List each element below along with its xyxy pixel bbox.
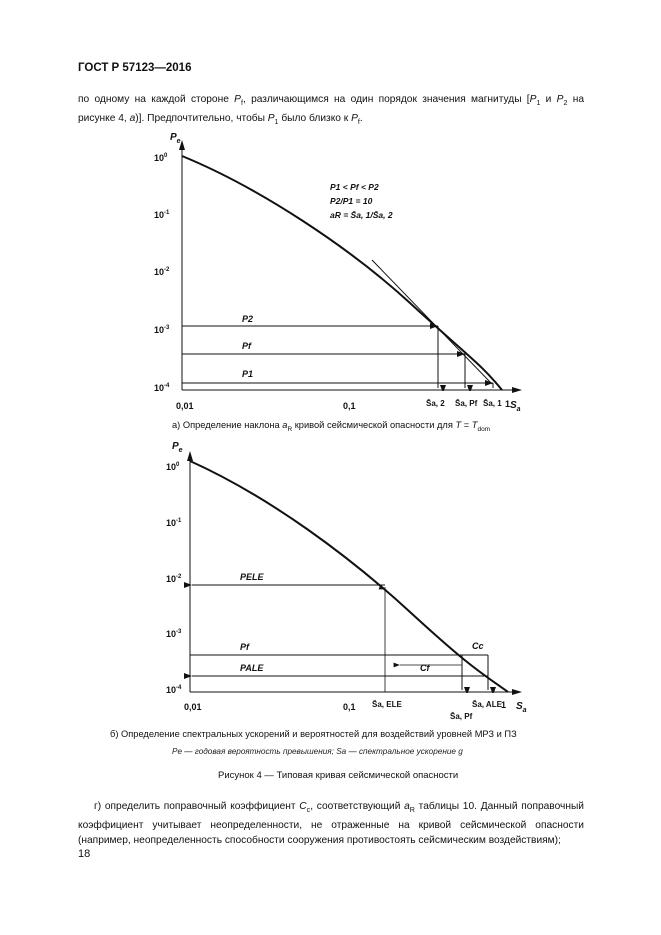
intro-paragraph: по одному на каждой стороне $P_f$, различающимся на один порядок значения магнитуды [$P_1$ и $P_2$ на рисунке 4, а)]. Предпочтительно, чтобы $P_1$ было близко к $P_f$. [78, 94, 584, 127]
annot-1: P1 < Pf < P2 [330, 182, 379, 192]
figure-caption: Рисунок 4 — Типовая кривая сейсмической опасности [218, 770, 459, 781]
x-tick-b-2: 1 [501, 700, 507, 710]
p1-label: P1 [242, 369, 254, 379]
page-number: 18 [78, 848, 91, 860]
y-tick-4: $10^{-4}$ [154, 383, 170, 393]
x-axis-label-b: $S_a$ [516, 701, 527, 714]
y-tick-0: $10^0$ [154, 153, 168, 163]
x-tick-0: 0,01 [176, 401, 194, 411]
x-tick-b-1: 0,1 [343, 702, 356, 712]
saf-label: S̄a, Pf [455, 399, 478, 408]
p2-label: P2 [242, 314, 254, 324]
y-axis-label: $P_e$ [170, 132, 181, 145]
y-tick-2: $10^{-2}$ [154, 267, 170, 277]
annot-2: P2/P1 = 10 [330, 196, 373, 206]
pele-label: PELE [240, 572, 264, 582]
y-axis-label-b: $P_e$ [172, 441, 183, 454]
x-tick-b-0: 0,01 [184, 702, 202, 712]
y-tick-b-1: $10^{-1}$ [166, 518, 182, 528]
y-tick-b-2: $10^{-2}$ [166, 574, 182, 584]
cc-label: Cc [472, 641, 484, 651]
pale-label: PALE [240, 663, 264, 673]
sa-pf-label: S̄a, Pf [450, 712, 473, 721]
y-tick-b-0: $10^0$ [166, 462, 180, 472]
x-tick-1: 0,1 [343, 401, 356, 411]
caption-b: б) Определение спектральных ускорений и вероятностей для воздействий уровней МРЗ и ПЗ [110, 729, 517, 739]
legend-note: Pe — годовая вероятность превышения; Sa — спектральное ускорение g [172, 747, 463, 756]
y-tick-b-3: $10^{-3}$ [166, 629, 182, 639]
y-tick-b-4: $10^{-4}$ [166, 685, 182, 695]
sa-ele-label: S̄a, ELE [372, 700, 402, 709]
pf-label: Pf [242, 341, 251, 351]
y-tick-1: $10^{-1}$ [154, 210, 170, 220]
body-paragraph: г) определить поправочный коэффициент $C_c$, соответствующий $a_R$ таблицы 10. Данный поправочный коэффициент учитывает неопределенности, не отраженные на кривой сейсмической опасности (например, неопределенность способности сооружения противостоять сейсмическим воздействиям); [78, 801, 584, 847]
x-axis-label: $S_a$ [510, 400, 521, 413]
hazard-chart-b [150, 437, 535, 722]
caption-a: а) Определение наклона $a_R$ кривой сейсмической опасности для $T = T_{dom}$ [172, 420, 491, 433]
document-header: ГОСТ Р 57123—2016 [78, 62, 192, 74]
cf-label: Cf [420, 663, 430, 673]
y-tick-3: $10^{-3}$ [154, 325, 170, 335]
x-tick-2: 1 [505, 399, 511, 409]
annot-3: aR = S̄a, 1/S̄a, 2 [330, 210, 393, 220]
sa2-label: S̄a, 2 [426, 399, 445, 408]
pf-label-b: Pf [240, 642, 249, 652]
sa1-label: S̄a, 1 [483, 399, 502, 408]
tangent-line [372, 260, 492, 384]
hazard-curve-b [190, 461, 508, 692]
sa-ale-label: S̄a, ALE [472, 700, 502, 709]
hazard-chart-a [150, 128, 530, 413]
